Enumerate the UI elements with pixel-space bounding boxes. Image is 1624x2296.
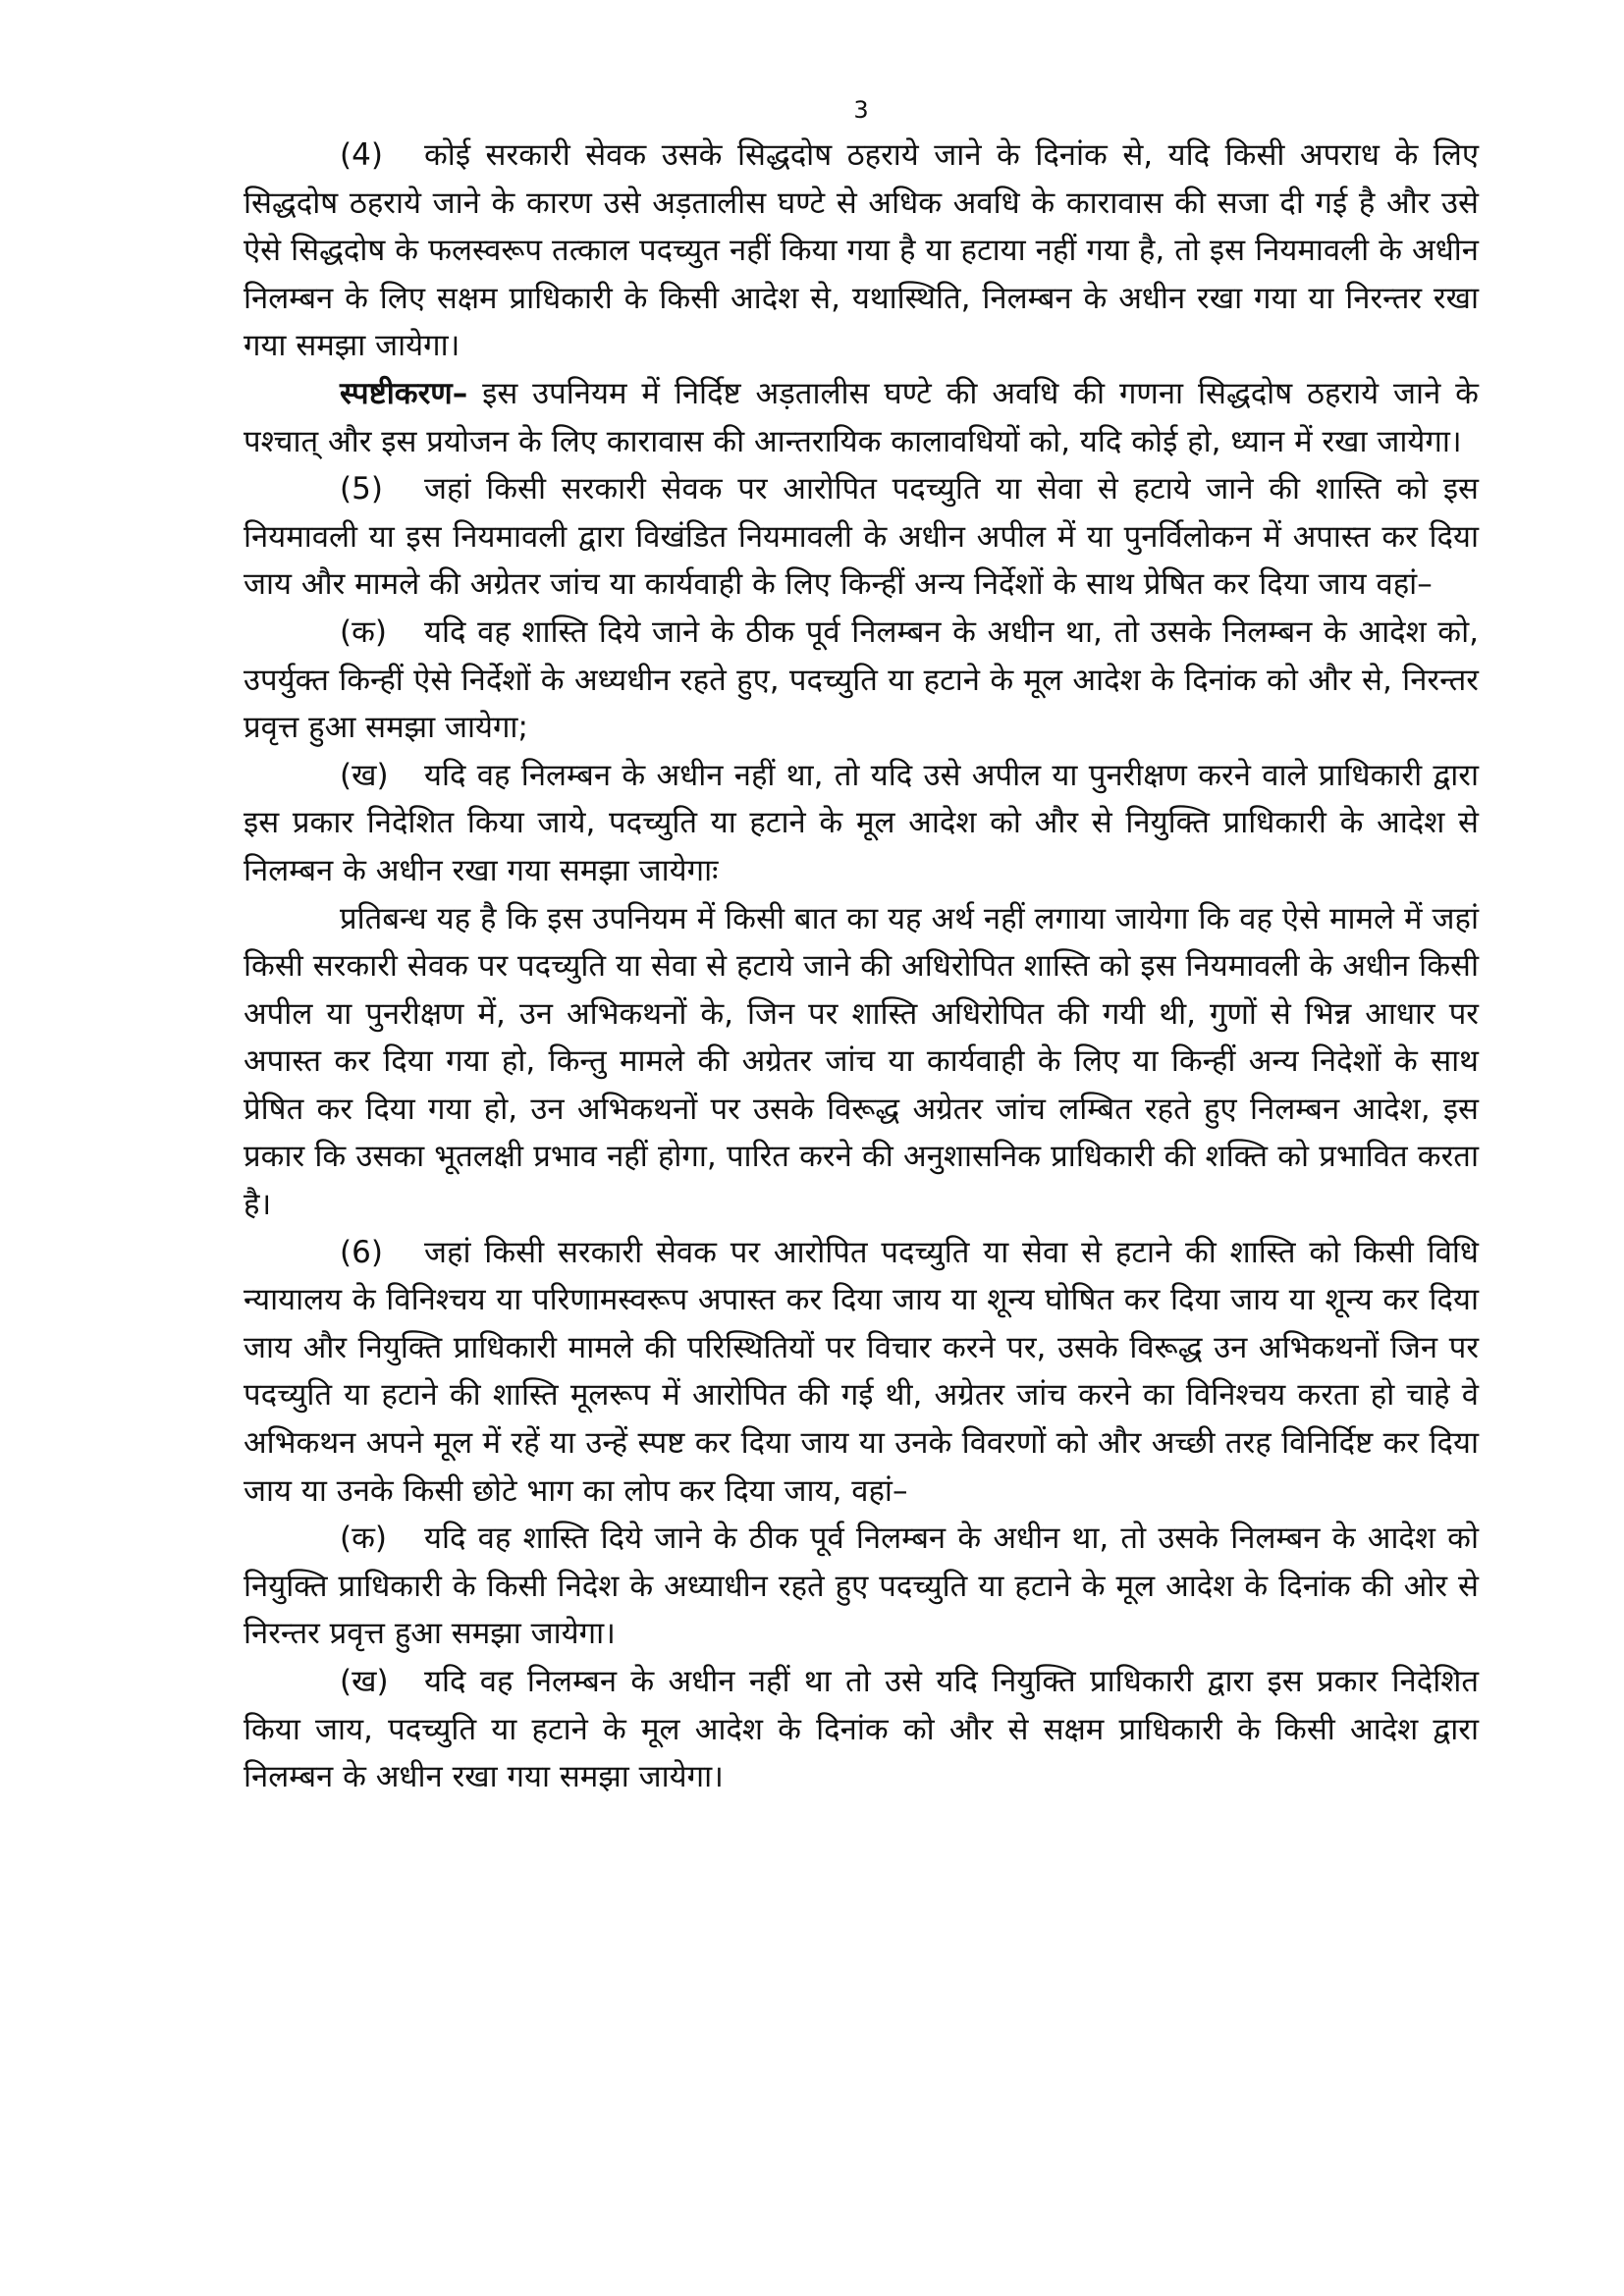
paragraph-6-kha xyxy=(244,1658,1479,1801)
paragraph-label: (5) xyxy=(340,471,383,507)
paragraph-label: स्पष्टीकरण– xyxy=(340,375,468,411)
paragraph-6-ka xyxy=(244,1515,1479,1658)
paragraph-label: (6) xyxy=(340,1234,383,1270)
paragraph-text: यदि वह शास्ति दिये जाने के ठीक पूर्व निलम्बन के अधीन था, तो उसके निलम्बन के आदेश को नियुक्ति प्राधिकारी के किसी निदेश के अध्याधीन रहते हुए पदच्युति या हटाने के मूल आदेश के दिनांक की ओर से निरन्तर प्रवृत्त हुआ समझा जायेगा। xyxy=(244,1521,1479,1652)
page-number: 3 xyxy=(853,96,869,124)
paragraph-label: (4) xyxy=(340,137,383,173)
paragraph-text: जहां किसी सरकारी सेवक पर आरोपित पदच्युति या सेवा से हटाये जाने की शास्ति को इस नियमावली या इस नियमावली द्वारा विखंडित नियमावली के अधीन अपील में या पुनर्विलोकन में अपास्त कर दिया जाय और मामले की अग्रेतर जांच या कार्यवाही के लिए किन्हीं अन्य निर्देशों के साथ प्रेषित कर दिया जाय वहां– xyxy=(244,471,1479,603)
paragraph-4 xyxy=(244,132,1479,370)
paragraph-explanation xyxy=(244,370,1479,465)
paragraph-5-ka xyxy=(244,609,1479,752)
paragraph-text: प्रतिबन्ध यह है कि इस उपनियम में किसी बात का यह अर्थ नहीं लगाया जायेगा कि वह ऐसे मामले में जहां किसी सरकारी सेवक पर पदच्युति या सेवा से हटाये जाने की अधिरोपित शास्ति को इस नियमावली के अधीन किसी अपील या पुनरीक्षण में, उन अभिकथनों के, जिन पर शास्ति अधिरोपित की गयी थी, गुणों से भिन्न आधार पर अपास्त कर दिया गया हो, किन्तु मामले की अग्रेतर जांच या कार्यवाही के लिए या किन्हीं अन्य निदेशों के साथ प्रेषित कर दिया गया हो, उन अभिकथनों पर उसके विरूद्ध अग्रेतर जांच लम्बित रहते हुए निलम्बन आदेश, इस प्रकार कि उसका भूतलक्षी प्रभाव नहीं होगा, पारित करने की अनुशासनिक प्राधिकारी की शक्ति को प्रभावित करता है। xyxy=(244,900,1479,1223)
paragraph-text: जहां किसी सरकारी सेवक पर आरोपित पदच्युति या सेवा से हटाने की शास्ति को किसी विधि न्यायालय के विनिश्चय या परिणामस्वरूप अपास्त कर दिया जाय या शून्य घोषित कर दिया जाय या शून्य कर दिया जाय और नियुक्ति प्राधिकारी मामले की परिस्थितियों पर विचार करने पर, उसके विरूद्ध उन अभिकथनों जिन पर पदच्युति या हटाने की शास्ति मूलरूप में आरोपित की गई थी, अग्रेतर जांच करने का विनिश्चय करता हो चाहे वे अभिकथन अपने मूल में रहें या उन्हें स्पष्ट कर दिया जाय या उनके विवरणों को और अच्छी तरह विनिर्दिष्ट कर दिया जाय या उनके किसी छोटे भाग का लोप कर दिया जाय, वहां– xyxy=(244,1234,1479,1509)
paragraph-label: (ख) xyxy=(340,757,389,793)
paragraph-text: यदि वह निलम्बन के अधीन नहीं था तो उसे यदि नियुक्ति प्राधिकारी द्वारा इस प्रकार निदेशित किया जाय, पदच्युति या हटाने के मूल आदेश के दिनांक को और से सक्षम प्राधिकारी के किसी आदेश द्वारा निलम्बन के अधीन रखा गया समझा जायेगा। xyxy=(244,1664,1479,1795)
paragraph-5 xyxy=(244,465,1479,609)
paragraph-text: इस उपनियम में निर्दिष्ट अड़तालीस घण्टे की अवधि की गणना सिद्धदोष ठहराये जाने के पश्चात् और इस प्रयोजन के लिए कारावास की आन्तरायिक कालावधियों को, यदि कोई हो, ध्यान में रखा जायेगा। xyxy=(244,375,1479,459)
paragraph-6 xyxy=(244,1229,1479,1516)
paragraph-label: (ख) xyxy=(340,1664,389,1699)
paragraph-text: यदि वह निलम्बन के अधीन नहीं था, तो यदि उसे अपील या पुनरीक्षण करने वाले प्राधिकारी द्वारा इस प्रकार निदेशित किया जाये, पदच्युति या हटाने के मूल आदेश को और से नियुक्ति प्राधिकारी के आदेश से निलम्बन के अधीन रखा गया समझा जायेगाः xyxy=(244,757,1479,888)
paragraph-text: यदि वह शास्ति दिये जाने के ठीक पूर्व निलम्बन के अधीन था, तो उसके निलम्बन के आदेश को, उपर्युक्त किन्हीं ऐसे निर्देशों के अध्यधीन रहते हुए, पदच्युति या हटाने के मूल आदेश के दिनांक को और से, निरन्तर प्रवृत्त हुआ समझा जायेगा; xyxy=(244,614,1479,746)
paragraph-text: कोई सरकारी सेवक उसके सिद्धदोष ठहराये जाने के दिनांक से, यदि किसी अपराध के लिए सिद्धदोष ठहराये जाने के कारण उसे अड़तालीस घण्टे से अधिक अवधि के कारावास की सजा दी गई है और उसे ऐसे सिद्धदोष के फलस्वरूप तत्काल पदच्युत नहीं किया गया है या हटाया नहीं गया है, तो इस नियमावली के अधीन निलम्बन के लिए सक्षम प्राधिकारी के किसी आदेश से, यथास्थिति, निलम्बन के अधीन रखा गया या निरन्तर रखा गया समझा जायेगा। xyxy=(244,137,1479,364)
paragraph-5-kha xyxy=(244,752,1479,895)
paragraph-label: (क) xyxy=(340,614,387,650)
paragraph-label: (क) xyxy=(340,1521,387,1557)
paragraph-proviso xyxy=(244,895,1479,1229)
